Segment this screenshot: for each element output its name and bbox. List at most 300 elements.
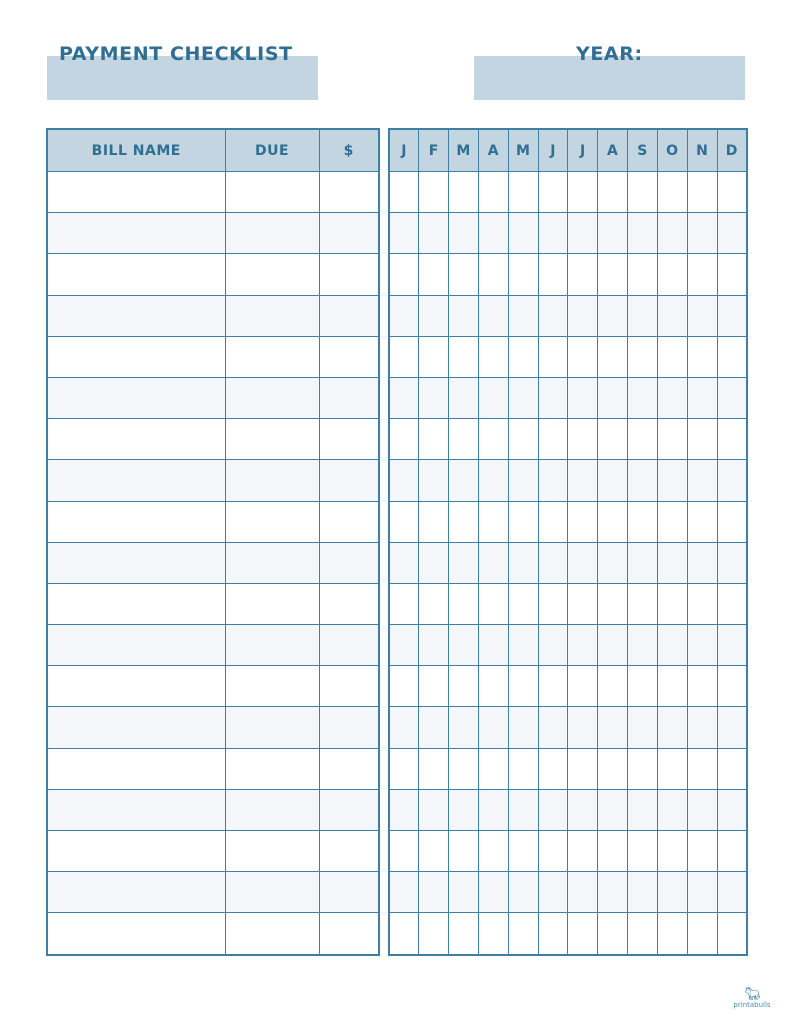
month-check-cell[interactable] <box>687 172 717 213</box>
month-check-cell[interactable] <box>568 542 598 583</box>
month-check-cell[interactable] <box>628 583 658 624</box>
month-check-cell[interactable] <box>478 831 508 872</box>
month-check-cell[interactable] <box>478 789 508 830</box>
month-check-cell[interactable] <box>568 419 598 460</box>
month-table-header <box>389 129 747 172</box>
month-check-cell[interactable] <box>419 460 449 501</box>
month-check-cell[interactable] <box>568 460 598 501</box>
month-check-cell[interactable] <box>568 295 598 336</box>
month-check-cell[interactable] <box>717 172 747 213</box>
month-row <box>389 748 747 789</box>
month-check-cell[interactable] <box>598 336 628 377</box>
month-check-cell[interactable] <box>717 419 747 460</box>
month-check-cell[interactable] <box>687 748 717 789</box>
amount-cell[interactable] <box>319 872 379 913</box>
month-check-cell[interactable] <box>717 213 747 254</box>
month-check-cell[interactable] <box>449 295 479 336</box>
month-check-cell[interactable] <box>657 707 687 748</box>
month-check-cell[interactable] <box>389 336 419 377</box>
month-check-cell[interactable] <box>628 872 658 913</box>
month-check-cell[interactable] <box>598 542 628 583</box>
month-check-cell[interactable] <box>628 419 658 460</box>
month-check-cell[interactable] <box>389 172 419 213</box>
month-check-cell[interactable] <box>419 172 449 213</box>
month-check-cell[interactable] <box>389 789 419 830</box>
month-check-cell[interactable] <box>568 789 598 830</box>
month-check-cell[interactable] <box>717 913 747 955</box>
month-check-cell[interactable] <box>478 542 508 583</box>
month-check-cell[interactable] <box>657 419 687 460</box>
due-cell[interactable] <box>225 707 319 748</box>
month-check-cell[interactable] <box>717 542 747 583</box>
month-check-cell[interactable] <box>598 172 628 213</box>
month-check-cell[interactable] <box>389 254 419 295</box>
month-check-cell[interactable] <box>628 295 658 336</box>
month-check-cell[interactable] <box>628 460 658 501</box>
due-cell[interactable] <box>225 789 319 830</box>
month-check-cell[interactable] <box>389 213 419 254</box>
month-check-cell[interactable] <box>717 377 747 418</box>
month-check-cell[interactable] <box>568 913 598 955</box>
due-cell[interactable] <box>225 913 319 955</box>
due-cell[interactable] <box>225 295 319 336</box>
month-check-cell[interactable] <box>449 789 479 830</box>
month-check-cell[interactable] <box>657 254 687 295</box>
month-check-cell[interactable] <box>568 748 598 789</box>
month-check-cell[interactable] <box>657 831 687 872</box>
month-check-cell[interactable] <box>419 666 449 707</box>
month-row <box>389 583 747 624</box>
month-check-cell[interactable] <box>508 542 538 583</box>
month-check-cell[interactable] <box>568 707 598 748</box>
month-check-cell[interactable] <box>568 831 598 872</box>
month-check-cell[interactable] <box>687 789 717 830</box>
month-check-cell[interactable] <box>687 419 717 460</box>
bill-name-cell[interactable] <box>47 913 225 955</box>
month-check-cell[interactable] <box>449 625 479 666</box>
month-check-cell[interactable] <box>568 625 598 666</box>
month-check-cell[interactable] <box>478 377 508 418</box>
month-check-cell[interactable] <box>657 748 687 789</box>
month-check-cell[interactable] <box>389 666 419 707</box>
month-check-cell[interactable] <box>419 872 449 913</box>
month-check-cell[interactable] <box>478 625 508 666</box>
month-check-cell[interactable] <box>508 625 538 666</box>
month-check-cell[interactable] <box>449 501 479 542</box>
month-check-cell[interactable] <box>449 172 479 213</box>
month-check-cell[interactable] <box>598 913 628 955</box>
month-check-cell[interactable] <box>508 213 538 254</box>
month-check-cell[interactable] <box>389 460 419 501</box>
month-check-cell[interactable] <box>657 377 687 418</box>
bill-name-cell[interactable] <box>47 789 225 830</box>
month-check-cell[interactable] <box>568 172 598 213</box>
month-check-cell[interactable] <box>389 748 419 789</box>
bill-name-cell[interactable] <box>47 377 225 418</box>
month-check-cell[interactable] <box>598 213 628 254</box>
month-check-cell[interactable] <box>717 666 747 707</box>
month-check-cell[interactable] <box>449 666 479 707</box>
month-check-cell[interactable] <box>657 295 687 336</box>
month-check-cell[interactable] <box>508 254 538 295</box>
month-check-cell[interactable] <box>628 666 658 707</box>
month-check-cell[interactable] <box>717 625 747 666</box>
bill-name-cell[interactable] <box>47 831 225 872</box>
month-check-cell[interactable] <box>657 542 687 583</box>
amount-cell[interactable] <box>319 625 379 666</box>
due-cell[interactable] <box>225 748 319 789</box>
month-check-cell[interactable] <box>449 254 479 295</box>
due-cell[interactable] <box>225 419 319 460</box>
month-check-cell[interactable] <box>449 419 479 460</box>
month-check-cell[interactable] <box>419 295 449 336</box>
amount-cell[interactable] <box>319 542 379 583</box>
month-check-cell[interactable] <box>419 913 449 955</box>
month-check-cell[interactable] <box>478 501 508 542</box>
month-check-cell[interactable] <box>478 254 508 295</box>
month-check-cell[interactable] <box>568 583 598 624</box>
month-check-cell[interactable] <box>687 336 717 377</box>
month-check-cell[interactable] <box>538 583 568 624</box>
bill-name-cell[interactable] <box>47 542 225 583</box>
month-check-cell[interactable] <box>598 872 628 913</box>
month-check-cell[interactable] <box>717 460 747 501</box>
month-check-cell[interactable] <box>508 419 538 460</box>
due-cell[interactable] <box>225 625 319 666</box>
month-check-cell[interactable] <box>598 295 628 336</box>
month-check-cell[interactable] <box>538 377 568 418</box>
due-cell[interactable] <box>225 501 319 542</box>
month-check-cell[interactable] <box>419 748 449 789</box>
month-check-cell[interactable] <box>628 789 658 830</box>
month-check-cell[interactable] <box>628 625 658 666</box>
month-check-cell[interactable] <box>628 254 658 295</box>
month-check-cell[interactable] <box>419 419 449 460</box>
amount-cell[interactable] <box>319 336 379 377</box>
month-check-cell[interactable] <box>389 501 419 542</box>
month-check-cell[interactable] <box>449 460 479 501</box>
month-check-cell[interactable] <box>628 542 658 583</box>
month-check-cell[interactable] <box>628 748 658 789</box>
printabulls-logo <box>732 988 772 1016</box>
month-check-cell[interactable] <box>717 748 747 789</box>
month-row <box>389 377 747 418</box>
month-check-cell[interactable] <box>478 172 508 213</box>
month-check-cell[interactable] <box>657 666 687 707</box>
bill-name-cell[interactable] <box>47 625 225 666</box>
month-check-cell[interactable] <box>598 789 628 830</box>
month-check-cell[interactable] <box>538 625 568 666</box>
month-table <box>388 128 748 956</box>
month-check-cell[interactable] <box>687 460 717 501</box>
due-cell[interactable] <box>225 254 319 295</box>
month-check-cell[interactable] <box>687 213 717 254</box>
month-check-cell[interactable] <box>449 583 479 624</box>
month-check-cell[interactable] <box>687 831 717 872</box>
month-column-header: S <box>628 129 658 172</box>
due-cell[interactable] <box>225 542 319 583</box>
month-check-cell[interactable] <box>538 336 568 377</box>
month-check-cell[interactable] <box>449 377 479 418</box>
month-check-cell[interactable] <box>657 460 687 501</box>
month-row <box>389 172 747 213</box>
due-cell[interactable] <box>225 336 319 377</box>
month-check-cell[interactable] <box>419 707 449 748</box>
month-check-cell[interactable] <box>628 501 658 542</box>
month-check-cell[interactable] <box>657 789 687 830</box>
amount-cell[interactable] <box>319 172 379 213</box>
amount-cell[interactable] <box>319 913 379 955</box>
due-cell[interactable] <box>225 872 319 913</box>
month-check-cell[interactable] <box>478 295 508 336</box>
month-check-cell[interactable] <box>687 254 717 295</box>
month-check-cell[interactable] <box>538 707 568 748</box>
month-check-cell[interactable] <box>508 583 538 624</box>
month-check-cell[interactable] <box>568 213 598 254</box>
month-check-cell[interactable] <box>449 913 479 955</box>
month-check-cell[interactable] <box>687 625 717 666</box>
month-check-cell[interactable] <box>449 707 479 748</box>
bill-name-cell[interactable] <box>47 501 225 542</box>
month-check-cell[interactable] <box>628 831 658 872</box>
month-check-cell[interactable] <box>598 583 628 624</box>
month-check-cell[interactable] <box>657 501 687 542</box>
bill-name-cell[interactable] <box>47 583 225 624</box>
month-check-cell[interactable] <box>389 831 419 872</box>
month-check-cell[interactable] <box>687 377 717 418</box>
month-check-cell[interactable] <box>717 295 747 336</box>
month-check-cell[interactable] <box>538 213 568 254</box>
amount-cell[interactable] <box>319 789 379 830</box>
month-check-cell[interactable] <box>538 748 568 789</box>
month-check-cell[interactable] <box>478 583 508 624</box>
month-check-cell[interactable] <box>508 295 538 336</box>
month-check-cell[interactable] <box>687 913 717 955</box>
month-check-cell[interactable] <box>478 872 508 913</box>
month-check-cell[interactable] <box>508 336 538 377</box>
month-check-cell[interactable] <box>687 295 717 336</box>
amount-cell[interactable] <box>319 460 379 501</box>
due-cell[interactable] <box>225 831 319 872</box>
month-check-cell[interactable] <box>389 419 419 460</box>
month-check-cell[interactable] <box>717 872 747 913</box>
bill-name-cell[interactable] <box>47 666 225 707</box>
amount-cell[interactable] <box>319 501 379 542</box>
bill-name-cell[interactable] <box>47 254 225 295</box>
bill-row <box>47 666 379 707</box>
month-check-cell[interactable] <box>449 336 479 377</box>
month-check-cell[interactable] <box>449 748 479 789</box>
month-check-cell[interactable] <box>538 789 568 830</box>
month-check-cell[interactable] <box>508 789 538 830</box>
amount-cell[interactable] <box>319 213 379 254</box>
month-check-cell[interactable] <box>657 172 687 213</box>
month-check-cell[interactable] <box>389 542 419 583</box>
month-check-cell[interactable] <box>657 872 687 913</box>
due-cell[interactable] <box>225 377 319 418</box>
month-check-cell[interactable] <box>538 254 568 295</box>
bill-row <box>47 172 379 213</box>
month-check-cell[interactable] <box>538 913 568 955</box>
bill-name-cell[interactable] <box>47 460 225 501</box>
month-check-cell[interactable] <box>538 172 568 213</box>
month-check-cell[interactable] <box>568 377 598 418</box>
month-check-cell[interactable] <box>508 460 538 501</box>
month-check-cell[interactable] <box>389 707 419 748</box>
month-check-cell[interactable] <box>628 707 658 748</box>
month-check-cell[interactable] <box>508 748 538 789</box>
month-check-cell[interactable] <box>419 501 449 542</box>
month-check-cell[interactable] <box>598 460 628 501</box>
bill-row <box>47 707 379 748</box>
bill-name-column-header: BILL NAME <box>47 129 225 172</box>
month-check-cell[interactable] <box>657 336 687 377</box>
month-check-cell[interactable] <box>419 254 449 295</box>
month-check-cell[interactable] <box>478 666 508 707</box>
month-check-cell[interactable] <box>508 172 538 213</box>
month-check-cell[interactable] <box>478 213 508 254</box>
month-check-cell[interactable] <box>478 460 508 501</box>
month-check-cell[interactable] <box>538 295 568 336</box>
month-check-cell[interactable] <box>717 707 747 748</box>
month-check-cell[interactable] <box>657 213 687 254</box>
month-check-cell[interactable] <box>538 872 568 913</box>
month-check-cell[interactable] <box>717 831 747 872</box>
amount-cell[interactable] <box>319 748 379 789</box>
month-check-cell[interactable] <box>508 831 538 872</box>
month-check-cell[interactable] <box>508 872 538 913</box>
due-cell[interactable] <box>225 460 319 501</box>
month-check-cell[interactable] <box>687 707 717 748</box>
month-check-cell[interactable] <box>598 707 628 748</box>
month-check-cell[interactable] <box>538 666 568 707</box>
month-check-cell[interactable] <box>538 831 568 872</box>
month-check-cell[interactable] <box>478 913 508 955</box>
bill-name-cell[interactable] <box>47 707 225 748</box>
month-check-cell[interactable] <box>419 625 449 666</box>
month-check-cell[interactable] <box>478 748 508 789</box>
bill-name-cell[interactable] <box>47 295 225 336</box>
month-check-cell[interactable] <box>389 295 419 336</box>
month-check-cell[interactable] <box>657 913 687 955</box>
month-check-cell[interactable] <box>598 419 628 460</box>
month-check-cell[interactable] <box>628 913 658 955</box>
month-check-cell[interactable] <box>508 707 538 748</box>
month-check-cell[interactable] <box>598 625 628 666</box>
month-check-cell[interactable] <box>478 336 508 377</box>
month-check-cell[interactable] <box>717 336 747 377</box>
month-check-cell[interactable] <box>717 583 747 624</box>
month-check-cell[interactable] <box>508 666 538 707</box>
bill-name-cell[interactable] <box>47 213 225 254</box>
due-cell[interactable] <box>225 213 319 254</box>
month-check-cell[interactable] <box>478 707 508 748</box>
month-check-cell[interactable] <box>508 913 538 955</box>
bill-name-cell[interactable] <box>47 336 225 377</box>
month-check-cell[interactable] <box>717 789 747 830</box>
month-check-cell[interactable] <box>687 583 717 624</box>
bill-name-cell[interactable] <box>47 172 225 213</box>
bill-name-cell[interactable] <box>47 748 225 789</box>
month-check-cell[interactable] <box>598 666 628 707</box>
month-check-cell[interactable] <box>419 542 449 583</box>
month-check-cell[interactable] <box>598 501 628 542</box>
month-check-cell[interactable] <box>687 542 717 583</box>
month-check-cell[interactable] <box>389 913 419 955</box>
month-check-cell[interactable] <box>598 377 628 418</box>
amount-cell[interactable] <box>319 831 379 872</box>
month-check-cell[interactable] <box>568 872 598 913</box>
month-check-cell[interactable] <box>568 501 598 542</box>
month-check-cell[interactable] <box>628 172 658 213</box>
amount-cell[interactable] <box>319 254 379 295</box>
month-check-cell[interactable] <box>657 583 687 624</box>
month-check-cell[interactable] <box>538 419 568 460</box>
month-check-cell[interactable] <box>449 831 479 872</box>
month-check-cell[interactable] <box>389 377 419 418</box>
month-check-cell[interactable] <box>419 831 449 872</box>
month-check-cell[interactable] <box>687 666 717 707</box>
month-check-cell[interactable] <box>419 583 449 624</box>
month-check-cell[interactable] <box>419 213 449 254</box>
month-check-cell[interactable] <box>598 748 628 789</box>
amount-cell[interactable] <box>319 666 379 707</box>
month-check-cell[interactable] <box>389 872 419 913</box>
month-check-cell[interactable] <box>598 254 628 295</box>
month-check-cell[interactable] <box>568 666 598 707</box>
bill-name-cell[interactable] <box>47 872 225 913</box>
month-check-cell[interactable] <box>657 625 687 666</box>
month-check-cell[interactable] <box>687 872 717 913</box>
month-check-cell[interactable] <box>449 542 479 583</box>
amount-cell[interactable] <box>319 707 379 748</box>
month-check-cell[interactable] <box>598 831 628 872</box>
month-check-cell[interactable] <box>717 501 747 542</box>
month-check-cell[interactable] <box>628 213 658 254</box>
month-check-cell[interactable] <box>419 336 449 377</box>
month-check-cell[interactable] <box>389 625 419 666</box>
amount-cell[interactable] <box>319 419 379 460</box>
amount-cell[interactable] <box>319 377 379 418</box>
due-cell[interactable] <box>225 172 319 213</box>
month-check-cell[interactable] <box>628 377 658 418</box>
month-check-cell[interactable] <box>449 213 479 254</box>
month-check-cell[interactable] <box>628 336 658 377</box>
month-check-cell[interactable] <box>717 254 747 295</box>
bill-row <box>47 336 379 377</box>
month-check-cell[interactable] <box>538 501 568 542</box>
amount-cell[interactable] <box>319 295 379 336</box>
month-column-header: M <box>508 129 538 172</box>
month-check-cell[interactable] <box>419 377 449 418</box>
month-check-cell[interactable] <box>419 789 449 830</box>
month-check-cell[interactable] <box>568 336 598 377</box>
amount-cell[interactable] <box>319 583 379 624</box>
month-check-cell[interactable] <box>568 254 598 295</box>
due-cell[interactable] <box>225 666 319 707</box>
month-check-cell[interactable] <box>389 583 419 624</box>
month-check-cell[interactable] <box>478 419 508 460</box>
due-cell[interactable] <box>225 583 319 624</box>
month-check-cell[interactable] <box>687 501 717 542</box>
month-check-cell[interactable] <box>508 501 538 542</box>
bill-name-cell[interactable] <box>47 419 225 460</box>
month-check-cell[interactable] <box>449 872 479 913</box>
month-check-cell[interactable] <box>538 460 568 501</box>
month-check-cell[interactable] <box>508 377 538 418</box>
bill-row <box>47 583 379 624</box>
month-check-cell[interactable] <box>538 542 568 583</box>
